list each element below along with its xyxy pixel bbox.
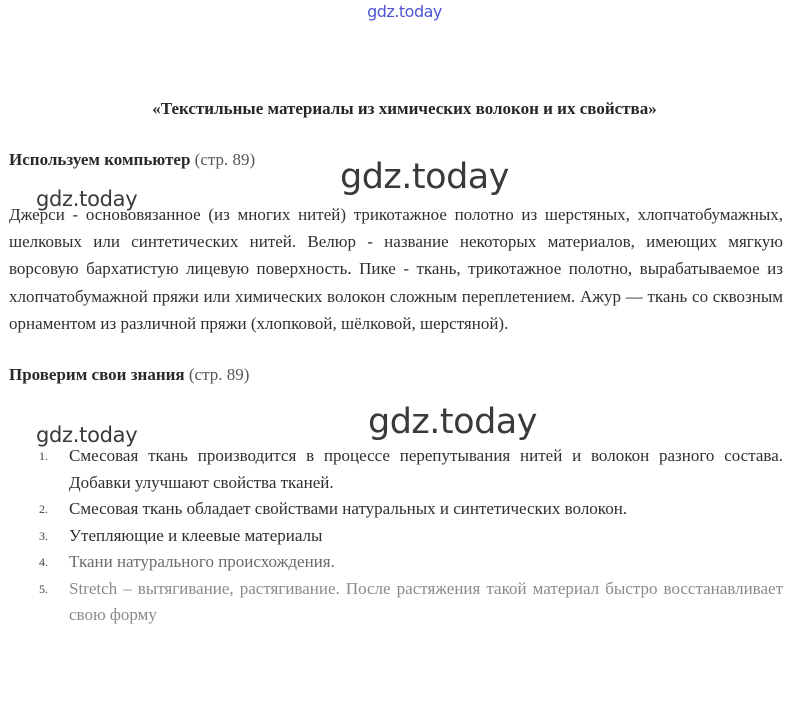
watermark-large: gdz.today bbox=[340, 157, 509, 197]
answer-number: 2. bbox=[39, 502, 48, 516]
definitions-paragraph: Джерси - основовязанное (из многих нитей) трикотажное полотно из шерстяных, хлопчатобумажных, шелковых или синтетических нитей. Велюр - название некоторых материалов, имеющих мягкую ворсовую бархатистую лицевую поверхность. Пике - ткань, трикотажное полотно, вырабатываемое из хлопчатобумажной пряжи или химических волокон сложным переплетением. Ажур — ткань со сквозным орнаментом из различной пряжи (хлопковой, шёлковой, шерстяной). bbox=[9, 205, 783, 333]
answer-text: Смесовая ткань обладает свойствами натуральных и синтетических волокон. bbox=[69, 499, 628, 518]
answer-text: Stretch – вытягивание, растягивание. После растяжения такой материал быстро восстанавливает свою форму bbox=[69, 578, 783, 624]
answer-text: Утепляющие и клеевые материалы bbox=[69, 525, 323, 545]
watermark-small: gdz.today bbox=[36, 187, 138, 211]
section-heading-computer-ref: (стр. 89) bbox=[194, 150, 256, 169]
answer-item bbox=[9, 496, 783, 523]
answers-list bbox=[9, 443, 783, 629]
answer-item bbox=[9, 576, 783, 629]
answer-text: Ткани натурального происхождения. bbox=[69, 552, 335, 571]
answer-number: 4. bbox=[39, 555, 48, 569]
document-title: «Текстильные материалы из химических волокон и их свойства» bbox=[152, 99, 657, 118]
answer-item bbox=[9, 523, 783, 550]
site-watermark-top: gdz.today bbox=[367, 2, 442, 21]
answer-item bbox=[9, 443, 783, 496]
answer-item bbox=[9, 549, 783, 576]
section-heading-computer-label: Используем компьютер bbox=[9, 150, 191, 169]
watermark-small: gdz.today bbox=[36, 423, 138, 447]
answer-text: Смесовая ткань производится в процессе перепутывания нитей и волокон разного состава. Добавки улучшают свойства тканей. bbox=[69, 446, 783, 492]
section-heading-check-label: Проверим свои знания bbox=[9, 365, 185, 384]
answer-number: 5. bbox=[39, 581, 48, 596]
watermark-large: gdz.today bbox=[368, 402, 537, 442]
section-heading-check-ref: (стр. 89) bbox=[188, 365, 250, 384]
answer-number: 3. bbox=[39, 528, 48, 543]
section-heading-check bbox=[9, 365, 249, 385]
answer-number: 1. bbox=[39, 449, 48, 463]
section-heading-computer bbox=[9, 150, 255, 170]
